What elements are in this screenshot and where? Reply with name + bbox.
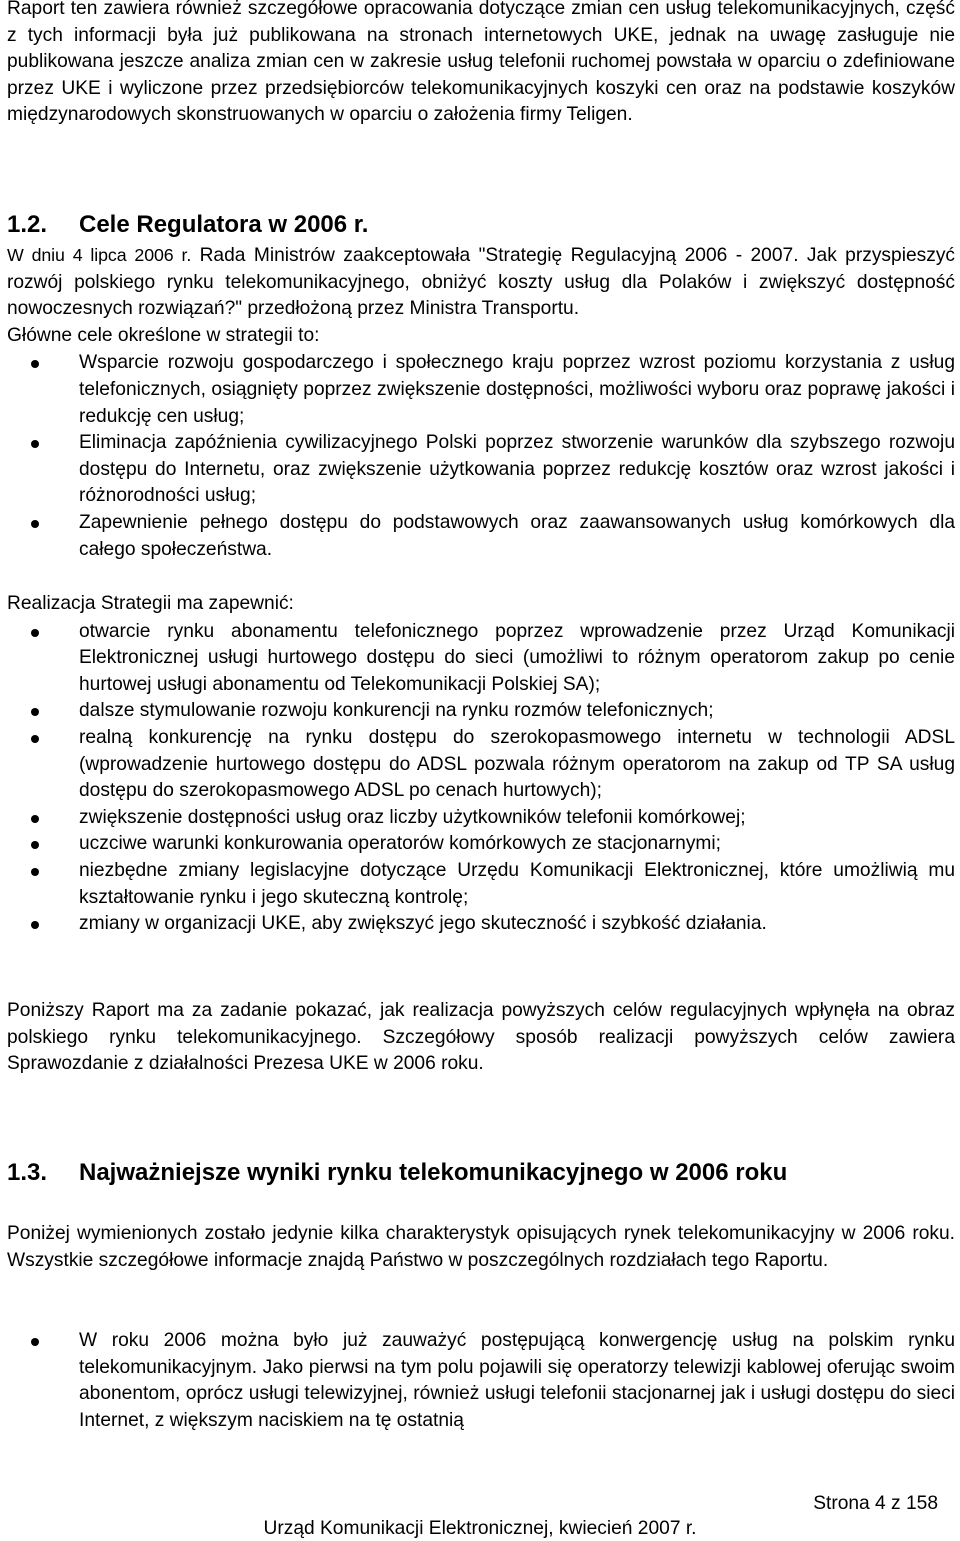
bullet-icon: [31, 921, 39, 929]
closing-paragraph: Poniższy Raport ma za zadanie pokazać, jak realizacja powyższych celów regulacyjnych wpłynęła na obraz polskiego rynku telekomunikacyjnego. Szczegółowy sposób realizacji powyższych celów zawiera Sprawozdanie z działalności Prezesa UKE w 2006 roku.: [7, 1000, 955, 1075]
footer-organization: Urząd Komunikacji Elektronicznej, kwiecień 2007 r.: [263, 1518, 697, 1539]
list-item: dalsze stymulowanie rozwoju konkurencji na rynku rozmów telefonicznych;: [7, 698, 955, 725]
strategy-block: [7, 242, 955, 563]
list-item: realną konkurencję na rynku dostępu do szerokopasmowego internetu w technologii ADSL (wprowadzenie hurtowego dostępu do ADSL pozwala różnym operatorom na zakup od TP SA usług dostępu do szerokopasmowego ADSL po cenach hurtowych);: [7, 725, 955, 805]
bullet-icon: [31, 708, 39, 716]
bullet-icon: [31, 841, 39, 849]
list-item: zwiększenie dostępności usług oraz liczby użytkowników telefonii komórkowej;: [7, 805, 955, 832]
section-title: Cele Regulatora w 2006 r.: [79, 211, 369, 238]
section-heading-1-3: [7, 1159, 787, 1187]
bullet-icon: [31, 360, 39, 368]
bullet-icon: [31, 815, 39, 823]
bullet-icon: [31, 440, 39, 448]
list-item: otwarcie rynku abonamentu telefonicznego poprzez wprowadzenie przez Urząd Komunikacji Elektronicznej usługi hurtowego dostępu do sieci (umożliwi to różnym operatorom zakup po cenie hurtowej usługi abonamentu od Telekomunikacji Polskiej SA);: [7, 619, 955, 699]
list-item: zmiany w organizacji UKE, aby zwiększyć jego skuteczność i szybkość działania.: [7, 911, 955, 938]
strategy-date-text: W dniu 4 lipca 2006 r.: [7, 245, 192, 265]
list-item: Wsparcie rozwoju gospodarczego i społecznego kraju poprzez wzrost poziomu korzystania z usług telefonicznych, osiągnięty poprzez zwiększenie dostępności, możliwości wyboru oraz poprawę jakości i redukcję cen usług;: [7, 350, 955, 430]
section-number: 1.2.: [7, 211, 48, 238]
list-item: Eliminacja zapóźnienia cywilizacyjnego Polski poprzez stworzenie warunków dla szybszego rozwoju dostępu do Internetu, oraz zwiększenie użytkowania poprzez redukcję kosztów oraz wzrost jakości i różnorodności usług;: [7, 430, 955, 510]
bullet-icon: [31, 735, 39, 743]
section-number: 1.3.: [7, 1159, 48, 1186]
list-item: Zapewnienie pełnego dostępu do podstawowych oraz zaawansowanych usług komórkowych dla całego społeczeństwa.: [7, 510, 955, 563]
goals-intro: Główne cele określone w strategii to:: [7, 324, 320, 346]
realization-list: [7, 619, 955, 938]
realization-intro: Realizacja Strategii ma zapewnić:: [7, 593, 294, 614]
results-list: [7, 1328, 955, 1434]
intro-paragraph: Raport ten zawiera również szczegółowe opracowania dotyczące zmian cen usług telekomunikacyjnych, część z tych informacji była już publikowana na stronach internetowych UKE, jednak na uwagę zasługuje nie publikowana jeszcze analiza zmian cen w zakresie usług telefonii ruchomej powstała w oparciu o zdefiniowane przez UKE i wyliczone przez przedsiębiorców telekomunikacyjnych koszyki cen oraz na podstawie koszyków międzynarodowych skonstruowanych w oparciu o założenia firmy Teligen.: [7, 0, 955, 126]
results-intro-paragraph: Poniżej wymienionych zostało jedynie kilka charakterystyk opisujących rynek telekomunikacyjny w 2006 roku. Wszystkie szczegółowe informacje znajdą Państwo w poszczególnych rozdziałach tego Raportu.: [7, 1223, 955, 1271]
bullet-icon: [31, 1338, 39, 1346]
section-heading-1-2: [7, 211, 368, 239]
bullet-icon: [31, 868, 39, 876]
realization-block: [7, 591, 955, 938]
page-number: Strona 4 z 158: [813, 1493, 938, 1514]
strategy-text: Rada Ministrów zaakceptowała "Strategię Regulacyjną 2006 - 2007. Jak przyspieszyć rozwój polskiego rynku telekomunikacyjnego, obniżyć koszty usług dla Polaków i zwiększyć dostępność nowoczesnych rozwiązań?" przedłożoną przez Ministra Transportu.: [7, 245, 956, 320]
strategy-paragraph: [7, 242, 955, 323]
bullet-icon: [31, 629, 39, 637]
list-item: W roku 2006 można było już zauważyć postępującą konwergencję usług na polskim rynku telekomunikacyjnym. Jako pierwsi na tym polu pojawili się operatorzy telewizji kablowej oferując swoim abonentom, oprócz usługi telewizyjnej, również usługi telefonii stacjonarnej jak i usługi dostępu do sieci Internet, z większym naciskiem na tę ostatnią: [7, 1328, 955, 1434]
bullet-icon: [31, 520, 39, 528]
section-title: Najważniejsze wyniki rynku telekomunikacyjnego w 2006 roku: [79, 1159, 788, 1186]
list-item: niezbędne zmiany legislacyjne dotyczące Urzędu Komunikacji Elektronicznej, które umożliwią mu kształtowanie rynku i jego skuteczną kontrolę;: [7, 858, 955, 911]
list-item: uczciwe warunki konkurowania operatorów komórkowych ze stacjonarnymi;: [7, 831, 955, 858]
goals-list: [7, 350, 955, 563]
